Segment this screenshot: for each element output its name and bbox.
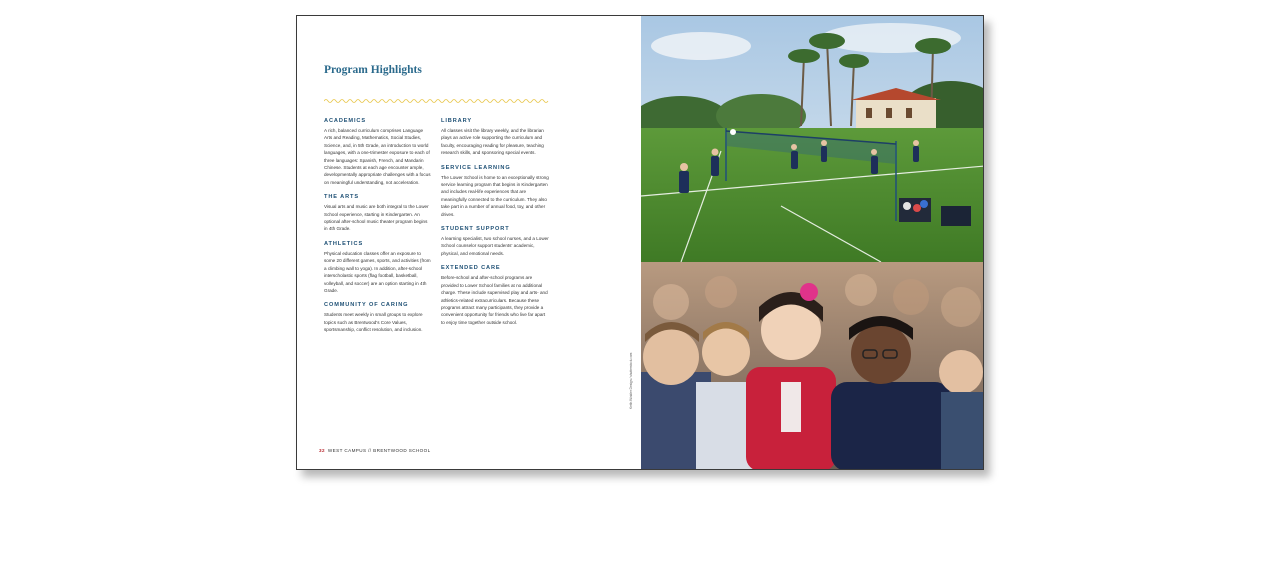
section-heading: ATHLETICS bbox=[324, 240, 364, 247]
assembly-photo bbox=[641, 262, 984, 470]
section-body: Physical education classes offer an exposure to some 20 different games, sports, and activities (from a climbing wall to yoga). In addition, after-school interscholastic sports (flag football, basketball, volleyball, and soccer) are an option starting in 4th Grade. bbox=[324, 250, 431, 293]
left-page bbox=[297, 16, 641, 469]
page-footer bbox=[319, 448, 431, 453]
section-heading: COMMUNITY OF CARING bbox=[324, 302, 409, 309]
volleyball-photo bbox=[641, 16, 984, 262]
section-the-arts bbox=[324, 194, 432, 233]
section-heading: STUDENT SUPPORT bbox=[441, 226, 510, 233]
section-extended-care bbox=[441, 265, 549, 326]
section-body: Before-school and after-school programs are provided to Lower School families at no additional charge. These include supervised play and arts- and athletics-related extracurriculars. Because these programs attract many participants, they provide a convenient opportunity for friends who live far apart to enjoy time together outside school. bbox=[441, 275, 548, 325]
left-text-column bbox=[324, 118, 432, 342]
assembly-scene-illustration bbox=[641, 262, 984, 470]
section-student-support bbox=[441, 226, 549, 257]
section-heading: EXTENDED CARE bbox=[441, 265, 501, 272]
footer-page-number: 32 bbox=[319, 448, 325, 453]
section-service-learning bbox=[441, 165, 549, 218]
brochure-spread bbox=[296, 15, 984, 470]
section-heading: LIBRARY bbox=[441, 118, 472, 124]
section-heading: SERVICE LEARNING bbox=[441, 164, 511, 171]
section-body: A rich, balanced curriculum comprises Language Arts and Reading, Mathematics, Social Studies, Science, and, in 5th Grade, an introduction to world languages, with a one-trimester exposure to each of three languages: Spanish, French, and Mandarin Chinese. Students at each age encounter ample, developmentally appropriate challenges with a focus on meaningful understanding, not acceleration. bbox=[324, 128, 431, 185]
decorative-wave-divider bbox=[324, 98, 550, 104]
section-heading: THE ARTS bbox=[324, 194, 359, 201]
section-academics bbox=[324, 118, 432, 186]
page-title: Program Highlights bbox=[324, 64, 422, 76]
section-body: Students meet weekly in small groups to explore topics such as Brentwood's Core Values, sportsmanship, conflict resolution, and inclusion. bbox=[324, 312, 423, 333]
photo-credit: Keith Winkler Design / shutterstock.com bbox=[629, 352, 633, 409]
section-body: Visual arts and music are both integral to the Lower School experience, starting in Kindergarten. An optional after-school music theater program begins in 4th Grade. bbox=[324, 204, 429, 232]
section-body: A learning specialist, two school nurses, and a Lower School counselor support students' academic, physical, and emotional needs. bbox=[441, 236, 549, 256]
section-community-of-caring bbox=[324, 302, 432, 333]
section-library bbox=[441, 118, 549, 157]
section-body: All classes visit the library weekly, and the librarian plays an active role supporting the curriculum and faculty, encouraging reading for pleasure, teaching research skills, and sponsoring special events. bbox=[441, 128, 544, 156]
section-athletics bbox=[324, 241, 432, 294]
section-heading: ACADEMICS bbox=[324, 118, 366, 124]
footer-text: WEST CAMPUS // BRENTWOOD SCHOOL bbox=[327, 448, 431, 453]
volleyball-scene-illustration bbox=[641, 16, 984, 262]
section-body: The Lower School is home to an exceptionally strong service learning program that begins in Kindergarten and includes real-life experiences that are meaningfully connected to the curriculum. They also take part in a number of annual food, toy, and other drives. bbox=[441, 174, 549, 217]
right-text-column bbox=[441, 118, 549, 334]
